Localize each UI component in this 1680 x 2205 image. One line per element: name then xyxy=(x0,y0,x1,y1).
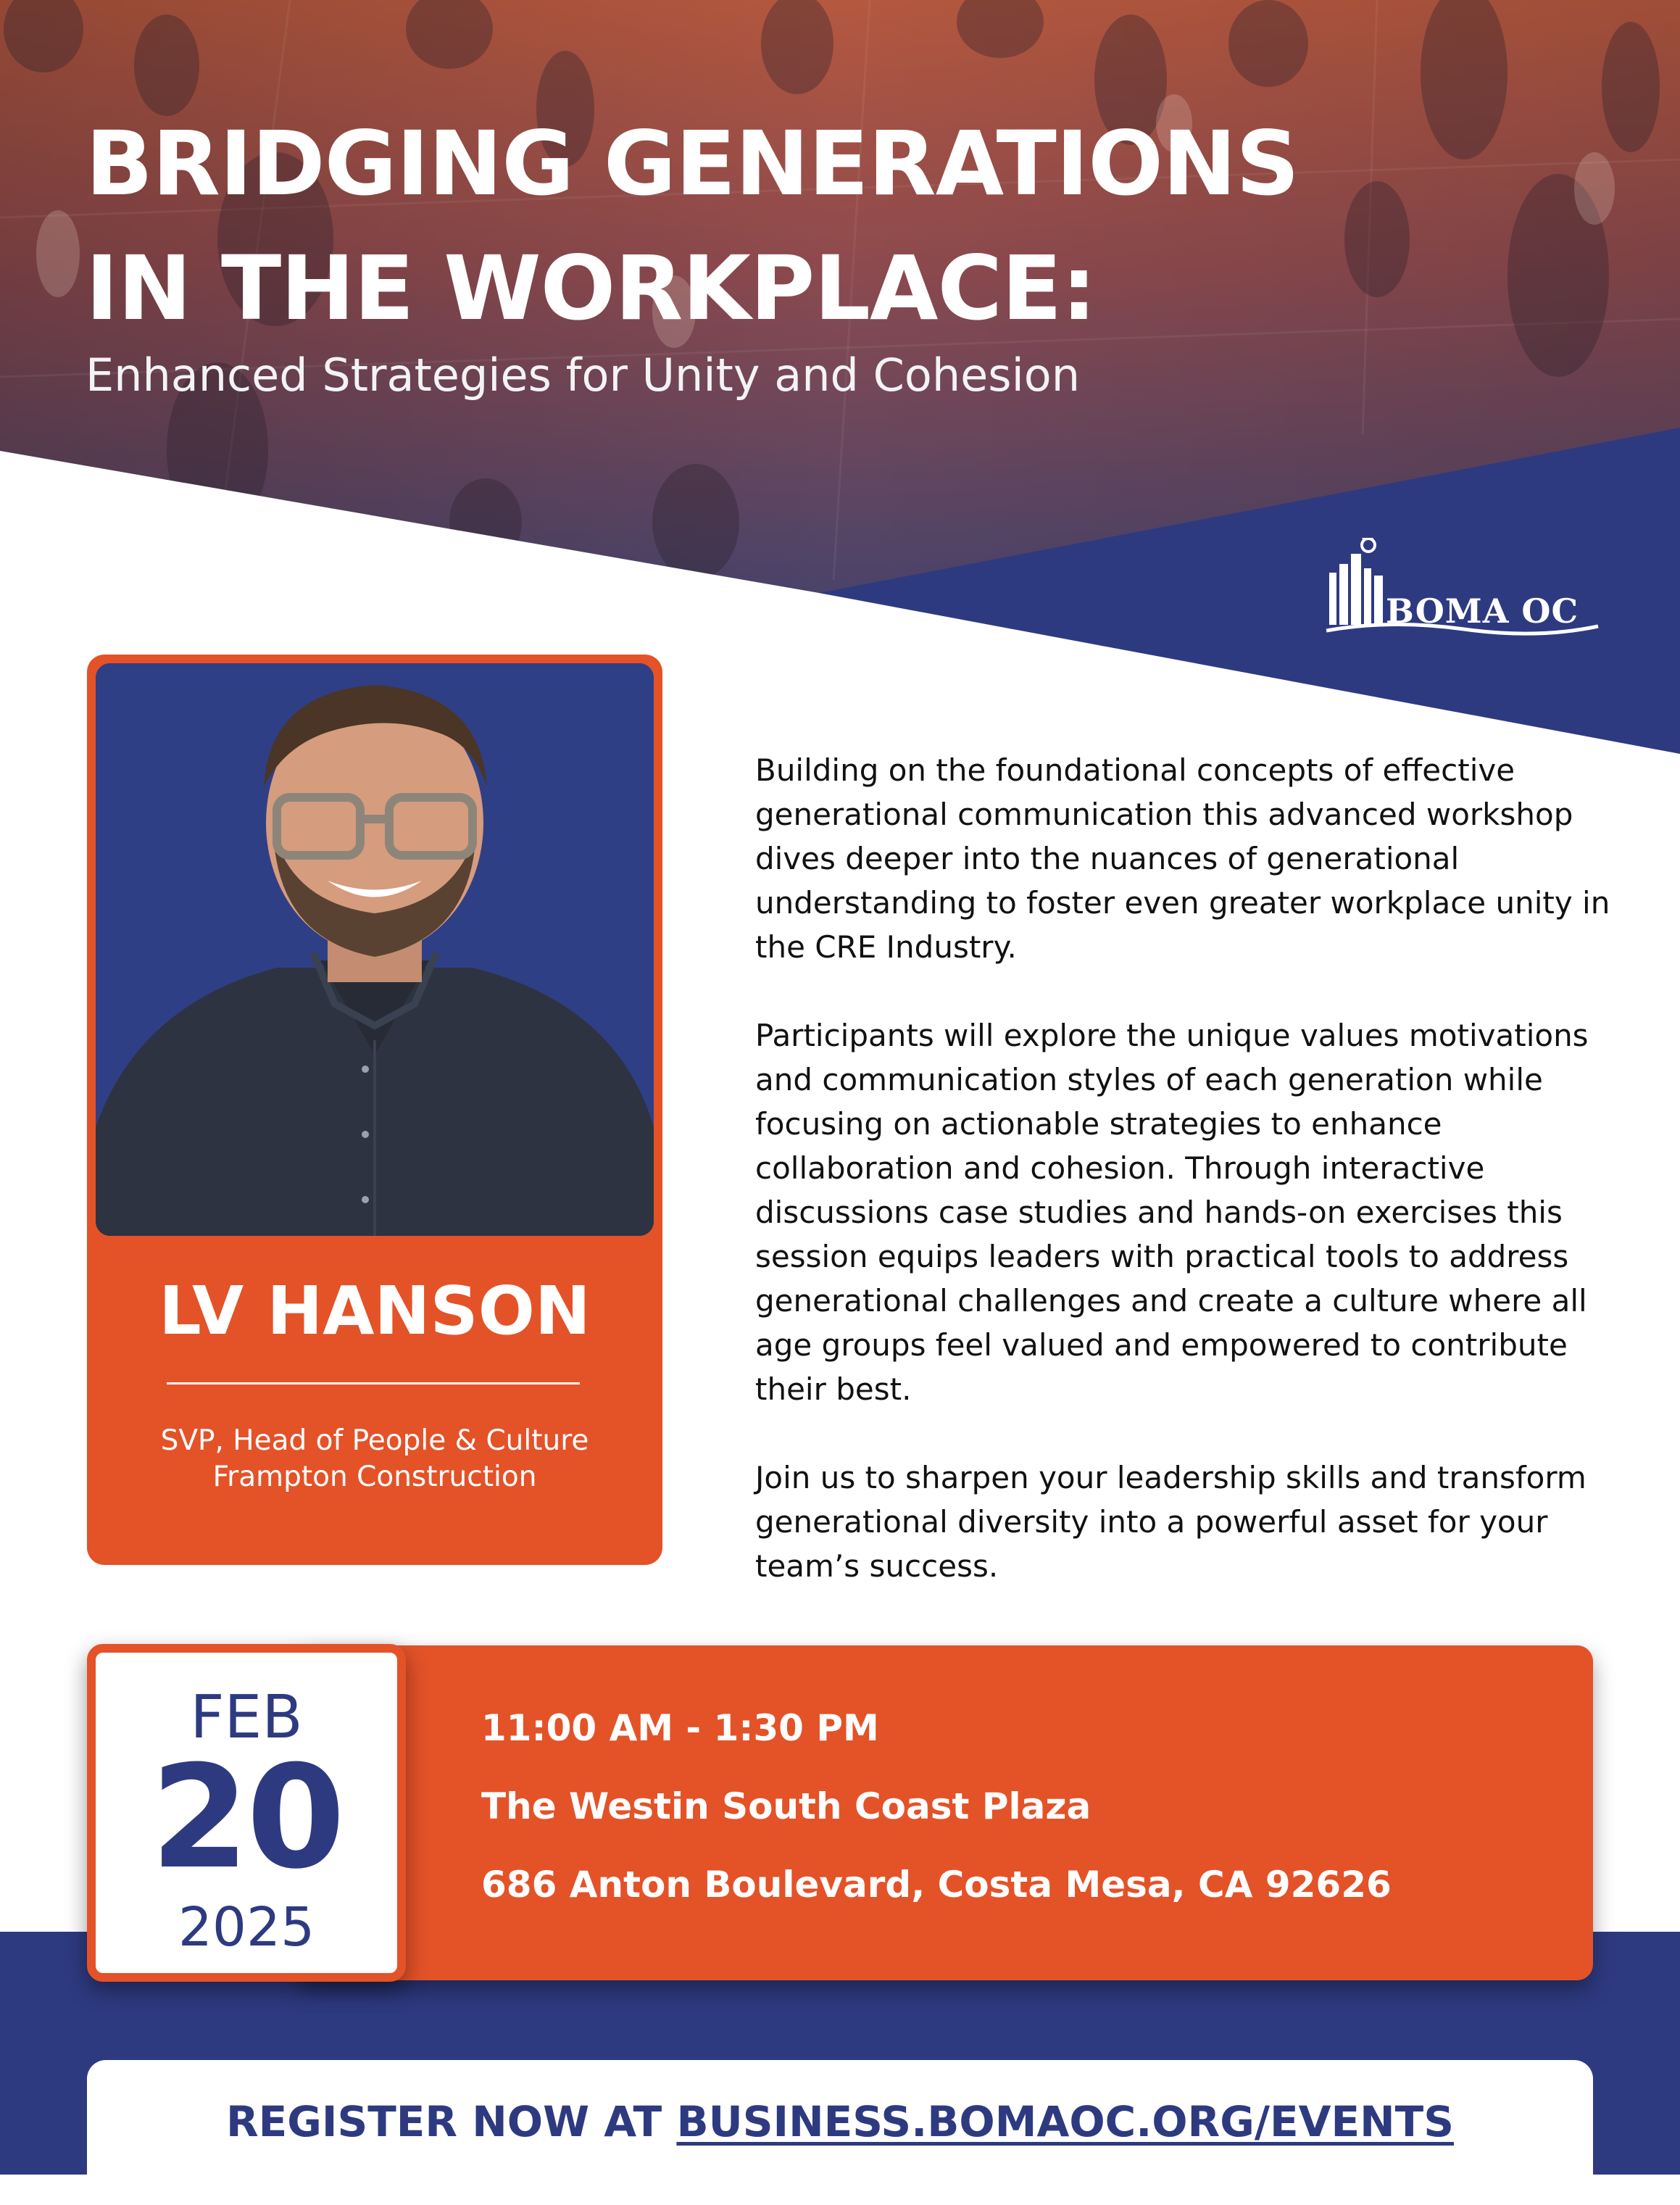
speaker-name: LV HANSON xyxy=(159,1272,591,1350)
event-venue: The Westin South Coast Plaza xyxy=(481,1785,1091,1827)
speaker-divider xyxy=(167,1382,580,1384)
register-prefix: REGISTER NOW AT xyxy=(225,2097,662,2146)
speaker-job-title: SVP, Head of People & Culture xyxy=(160,1424,589,1457)
date-year: 2025 xyxy=(178,1896,315,1959)
event-address: 686 Anton Boulevard, Costa Mesa, CA 92626 xyxy=(481,1864,1392,1906)
speaker-headshot xyxy=(96,663,654,1236)
speaker-photo xyxy=(96,663,654,1236)
description-paragraph-1: Building on the foundational concepts of effective generational communication this advanced workshop dives deeper into the nuances of generational understanding to foster even greater workplace unity in the CRE Industry. xyxy=(755,752,1610,965)
event-details-bar xyxy=(297,1645,1593,1980)
event-time: 11:00 AM - 1:30 PM xyxy=(481,1707,879,1749)
date-month: FEB xyxy=(190,1683,303,1752)
date-day: 20 xyxy=(150,1735,343,1901)
register-link[interactable]: BUSINESS.BOMAOC.ORG/EVENTS xyxy=(676,2097,1455,2146)
description-paragraph-2: Participants will explore the unique values motivations and communication styles of each generation while focusing on actionable strategies to enhance collaboration and cohesion. Through interactive discussions case studies and hands-on exercises this session equips leaders with practical tools to address generational challenges and create a culture where all age groups feel valued and empowered to contribute their best. xyxy=(755,1018,1589,1407)
logo-text: BOMA OC xyxy=(1386,591,1579,631)
register-line xyxy=(87,2096,1593,2147)
description-paragraph-3: Join us to sharpen your leadership skills and transform generational diversity into a powerful asset for your team’s success. xyxy=(755,1460,1587,1584)
speaker-company: Frampton Construction xyxy=(212,1461,537,1493)
page-subtitle: Enhanced Strategies for Unity and Cohesion xyxy=(86,349,1081,402)
title-line-1: BRIDGING GENERATIONS xyxy=(86,112,1299,215)
event-description xyxy=(755,748,1610,1588)
title-line-2: IN THE WORKPLACE: xyxy=(86,237,1097,340)
page-title xyxy=(86,101,1463,351)
boma-oc-logo xyxy=(1326,538,1602,647)
speaker-card xyxy=(87,655,662,1565)
register-box xyxy=(87,2060,1593,2205)
event-date-card xyxy=(87,1644,406,1982)
